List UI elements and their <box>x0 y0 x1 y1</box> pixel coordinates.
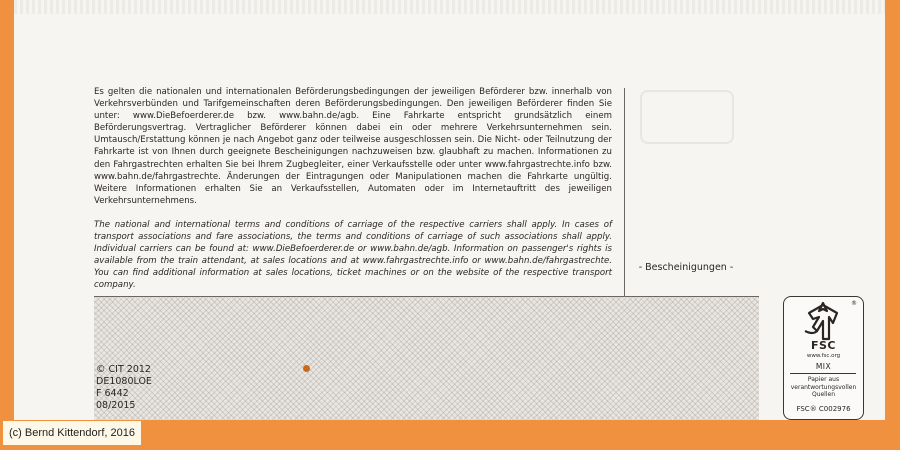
photo-credit: (c) Bernd Kittendorf, 2016 <box>3 421 141 445</box>
security-band <box>14 0 885 14</box>
security-pattern <box>94 297 759 420</box>
imprint-form-code: DE1080LOE <box>96 376 152 387</box>
fsc-label <box>783 296 864 420</box>
fsc-website: www.fsc.org <box>806 353 841 359</box>
imprint-number: F 6442 <box>96 388 129 399</box>
fsc-name: FSC <box>810 339 836 352</box>
certificates-label: - Bescheinigungen - <box>638 262 734 273</box>
fsc-code: FSC® C002976 <box>796 405 851 413</box>
fsc-description: Papier aus verantwortungsvollen Quellen <box>790 376 857 398</box>
imprint-copyright: © CIT 2012 <box>96 364 151 375</box>
fsc-separator <box>790 373 856 374</box>
imprint-date: 08/2015 <box>96 400 136 411</box>
db-watermark-logo <box>640 90 734 144</box>
ink-dot <box>303 365 310 372</box>
terms-english: The national and international terms and conditions of carriage of the respective carriers shall apply. In cases of transport associations and fare associations, the terms and conditions of carriage of such associations shall apply. Individual carriers can be found at: www.DieBefoerderer.de or www.bahn.de/agb. Information on passenger's rights is available from the train attendant, at sales locations and at www.fahrgastrechte.info or www.bahn.de/fahrgastrechte. You can find additional information at sales locations, ticket machines or on the website of the respective transport company. <box>94 220 612 291</box>
fsc-mix-label: MIX <box>815 362 832 371</box>
divider-vertical <box>624 88 625 297</box>
imprint-block <box>96 364 152 412</box>
fsc-registered-mark: ® <box>851 300 857 307</box>
terms-german: Es gelten die nationalen und internationalen Beförderungsbedingungen der jeweiligen Beförderer bzw. innerhalb von Verkehrsverbünden und Tarifgemeinschaften deren Beförderungsbedingungen. Den jeweiligen Beförderer finden Sie unter: www.DieBefoerderer.de bzw. www.bahn.de/agb. Eine Fahrkarte entspricht grundsätzlich einem Beförderungsvertrag. Vertraglicher Beförderer können dabei ein oder mehrere Verkehrsunternehmen sein. Umtausch/Erstattung können je nach Angebot ganz oder teilweise ausgeschlossen sein. Die Nicht- oder Teilnutzung der Fahrkarte ist von Ihnen durch geeignete Bescheinigungen nachzuweisen bzw. glaubhaft zu machen. Informationen zu den Fahrgastrechten erhalten Sie bei Ihrem Zugbegleiter, einer Verkaufsstelle oder unter www.fahrgastrechte.info bzw. www.bahn.de/fahrgastrechte. Änderungen der Eintragungen oder Manipulationen machen die Fahrkarte ungültig. Weitere Informationen erhalten Sie an Verkaufsstellen, Automaten oder im Internetauftritt des jeweiligen Verkehrsunternehmens. <box>94 87 612 206</box>
ticket-back <box>14 0 885 420</box>
